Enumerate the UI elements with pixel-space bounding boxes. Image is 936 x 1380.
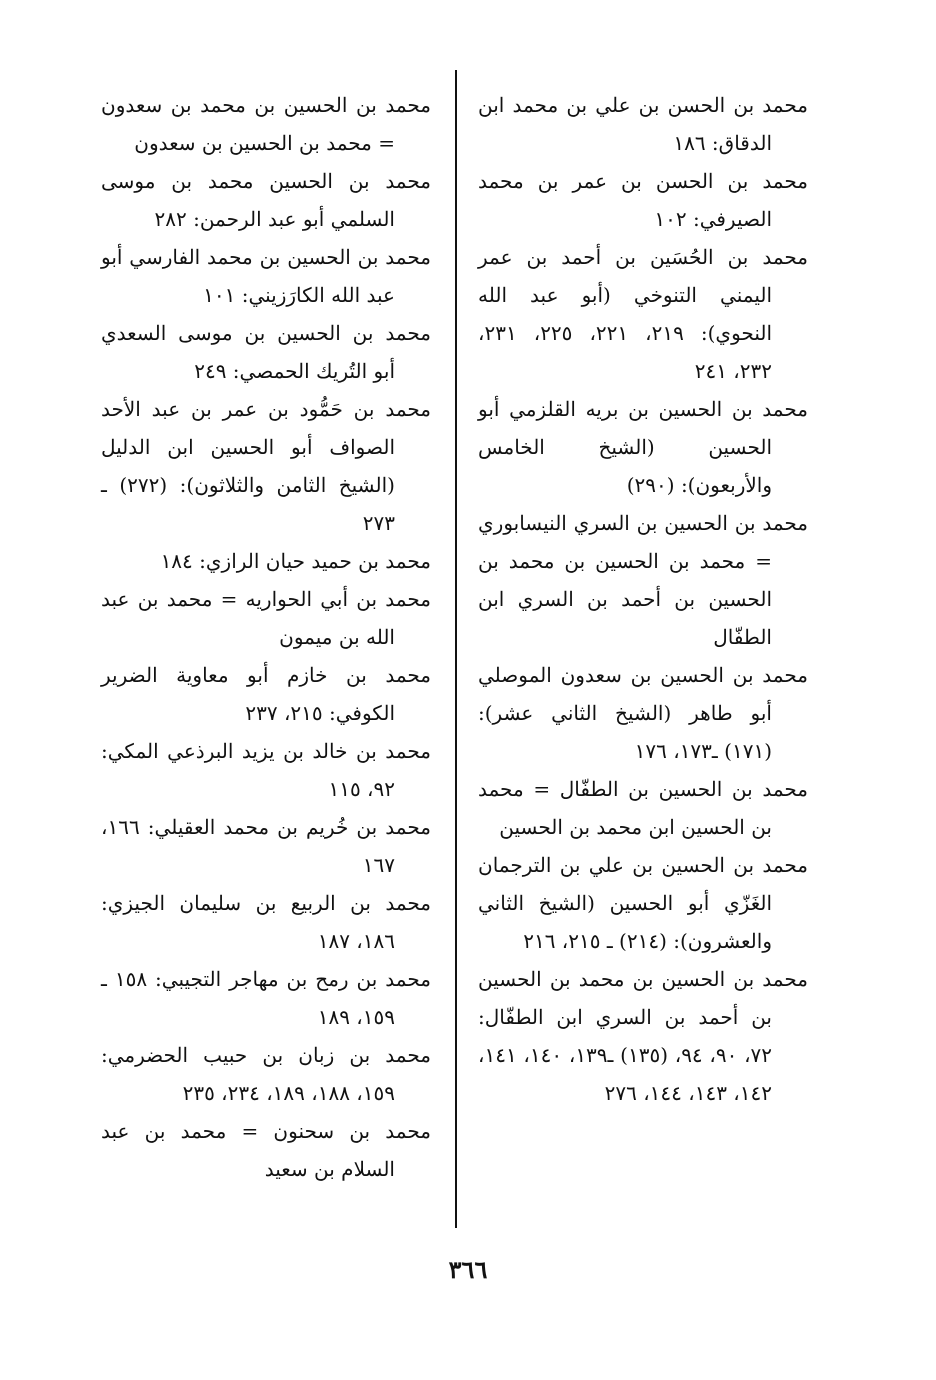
index-entry: محمد بن الحسين بن موسى السعدي أبو التُريك الحمصي: ٢٤٩ — [101, 321, 431, 383]
index-entry: محمد بن الحسين بن علي بن الترجمان الغَزّي أبو الحسين (الشيخ الثاني والعشرون): (٢١٤) ـ ٢١٥، ٢١٦ — [478, 853, 808, 953]
index-entry: محمد بن أبي الحواريه = محمد بن عبد الله بن ميمون — [101, 587, 431, 649]
index-entry: محمد بن الحسين بن محمد بن الحسين بن أحمد بن السري ابن الطفّال: ٧٢، ٩٠، ٩٤، (١٣٥) ـ١٣٩، ١٤٠، ١٤١، ١٤٢، ١٤٣، ١٤٤، ٢٧٦ — [478, 967, 808, 1105]
index-entry: محمد بن الحسن بن عمر بن محمد الصيرفي: ١٠٢ — [478, 169, 808, 231]
index-entry: محمد بن سحنون = محمد بن عبد السلام بن سعيد — [101, 1119, 431, 1181]
index-entry: محمد بن الحسين بن السري النيسابوري = محمد بن الحسين بن محمد بن الحسين بن أحمد بن السري ابن الطفّال — [478, 511, 808, 649]
index-entry: محمد بن زبان بن حبيب الحضرمي: ١٥٩، ١٨٨، ١٨٩، ٢٣٤، ٢٣٥ — [101, 1043, 431, 1105]
index-column-right — [478, 86, 808, 1112]
index-entry: محمد بن الحسين بن محمد بن سعدون = محمد بن الحسين بن سعدون — [101, 93, 431, 155]
index-entry: محمد بن خالد بن يزيد البرذعي المكي: ٩٢، ١١٥ — [101, 739, 431, 801]
page-number: ٣٦٦ — [448, 1255, 488, 1284]
index-entry: محمد بن خازم أبو معاوية الضرير الكوفي: ٢١٥، ٢٣٧ — [101, 663, 431, 725]
index-entry: محمد بن حميد حيان الرازي: ١٨٤ — [160, 549, 431, 573]
index-entry: محمد بن حَمُّود بن عمر بن عبد الأحد الصواف أبو الحسين ابن الدليل (الشيخ الثامن والثلاثون): (٢٧٢) ـ ٢٧٣ — [101, 397, 431, 535]
index-entry: محمد بن الحسين بن سعدون الموصلي أبو طاهر (الشيخ الثاني عشر): (١٧١) ـ١٧٣، ١٧٦ — [478, 663, 808, 763]
column-divider — [455, 70, 457, 1228]
index-entry: محمد بن خُريم بن محمد العقيلي: ١٦٦، ١٦٧ — [101, 815, 431, 877]
index-entry: محمد بن الحسين بن الطفّال = محمد بن الحسين ابن محمد بن الحسين — [478, 777, 808, 839]
index-entry: محمد بن الحسن بن علي بن محمد ابن الدقاق: ١٨٦ — [478, 93, 808, 155]
index-entry: محمد بن الحسين بن بريه القلزمي أبو الحسين (الشيخ الخامس والأربعون): (٢٩٠) — [478, 397, 808, 497]
index-entry: محمد بن الحسين بن محمد الفارسي أبو عبد الله الكارَزيني: ١٠١ — [101, 245, 431, 307]
index-entry: محمد بن الحسين محمد بن موسى السلمي أبو عبد الرحمن: ٢٨٢ — [101, 169, 431, 231]
index-column-left — [101, 86, 431, 1188]
index-entry: محمد بن رمح بن مهاجر التجيبي: ١٥٨ ـ ١٥٩، ١٨٩ — [101, 967, 431, 1029]
index-entry: محمد بن الحُسَين بن أحمد بن عمر اليمني التنوخي (أبو عبد الله النحوي): ٢١٩، ٢٢١، ٢٢٥، ٢٣١، ٢٣٢، ٢٤١ — [478, 245, 808, 383]
index-entry: محمد بن الربيع بن سليمان الجيزي: ١٨٦، ١٨٧ — [101, 891, 431, 953]
